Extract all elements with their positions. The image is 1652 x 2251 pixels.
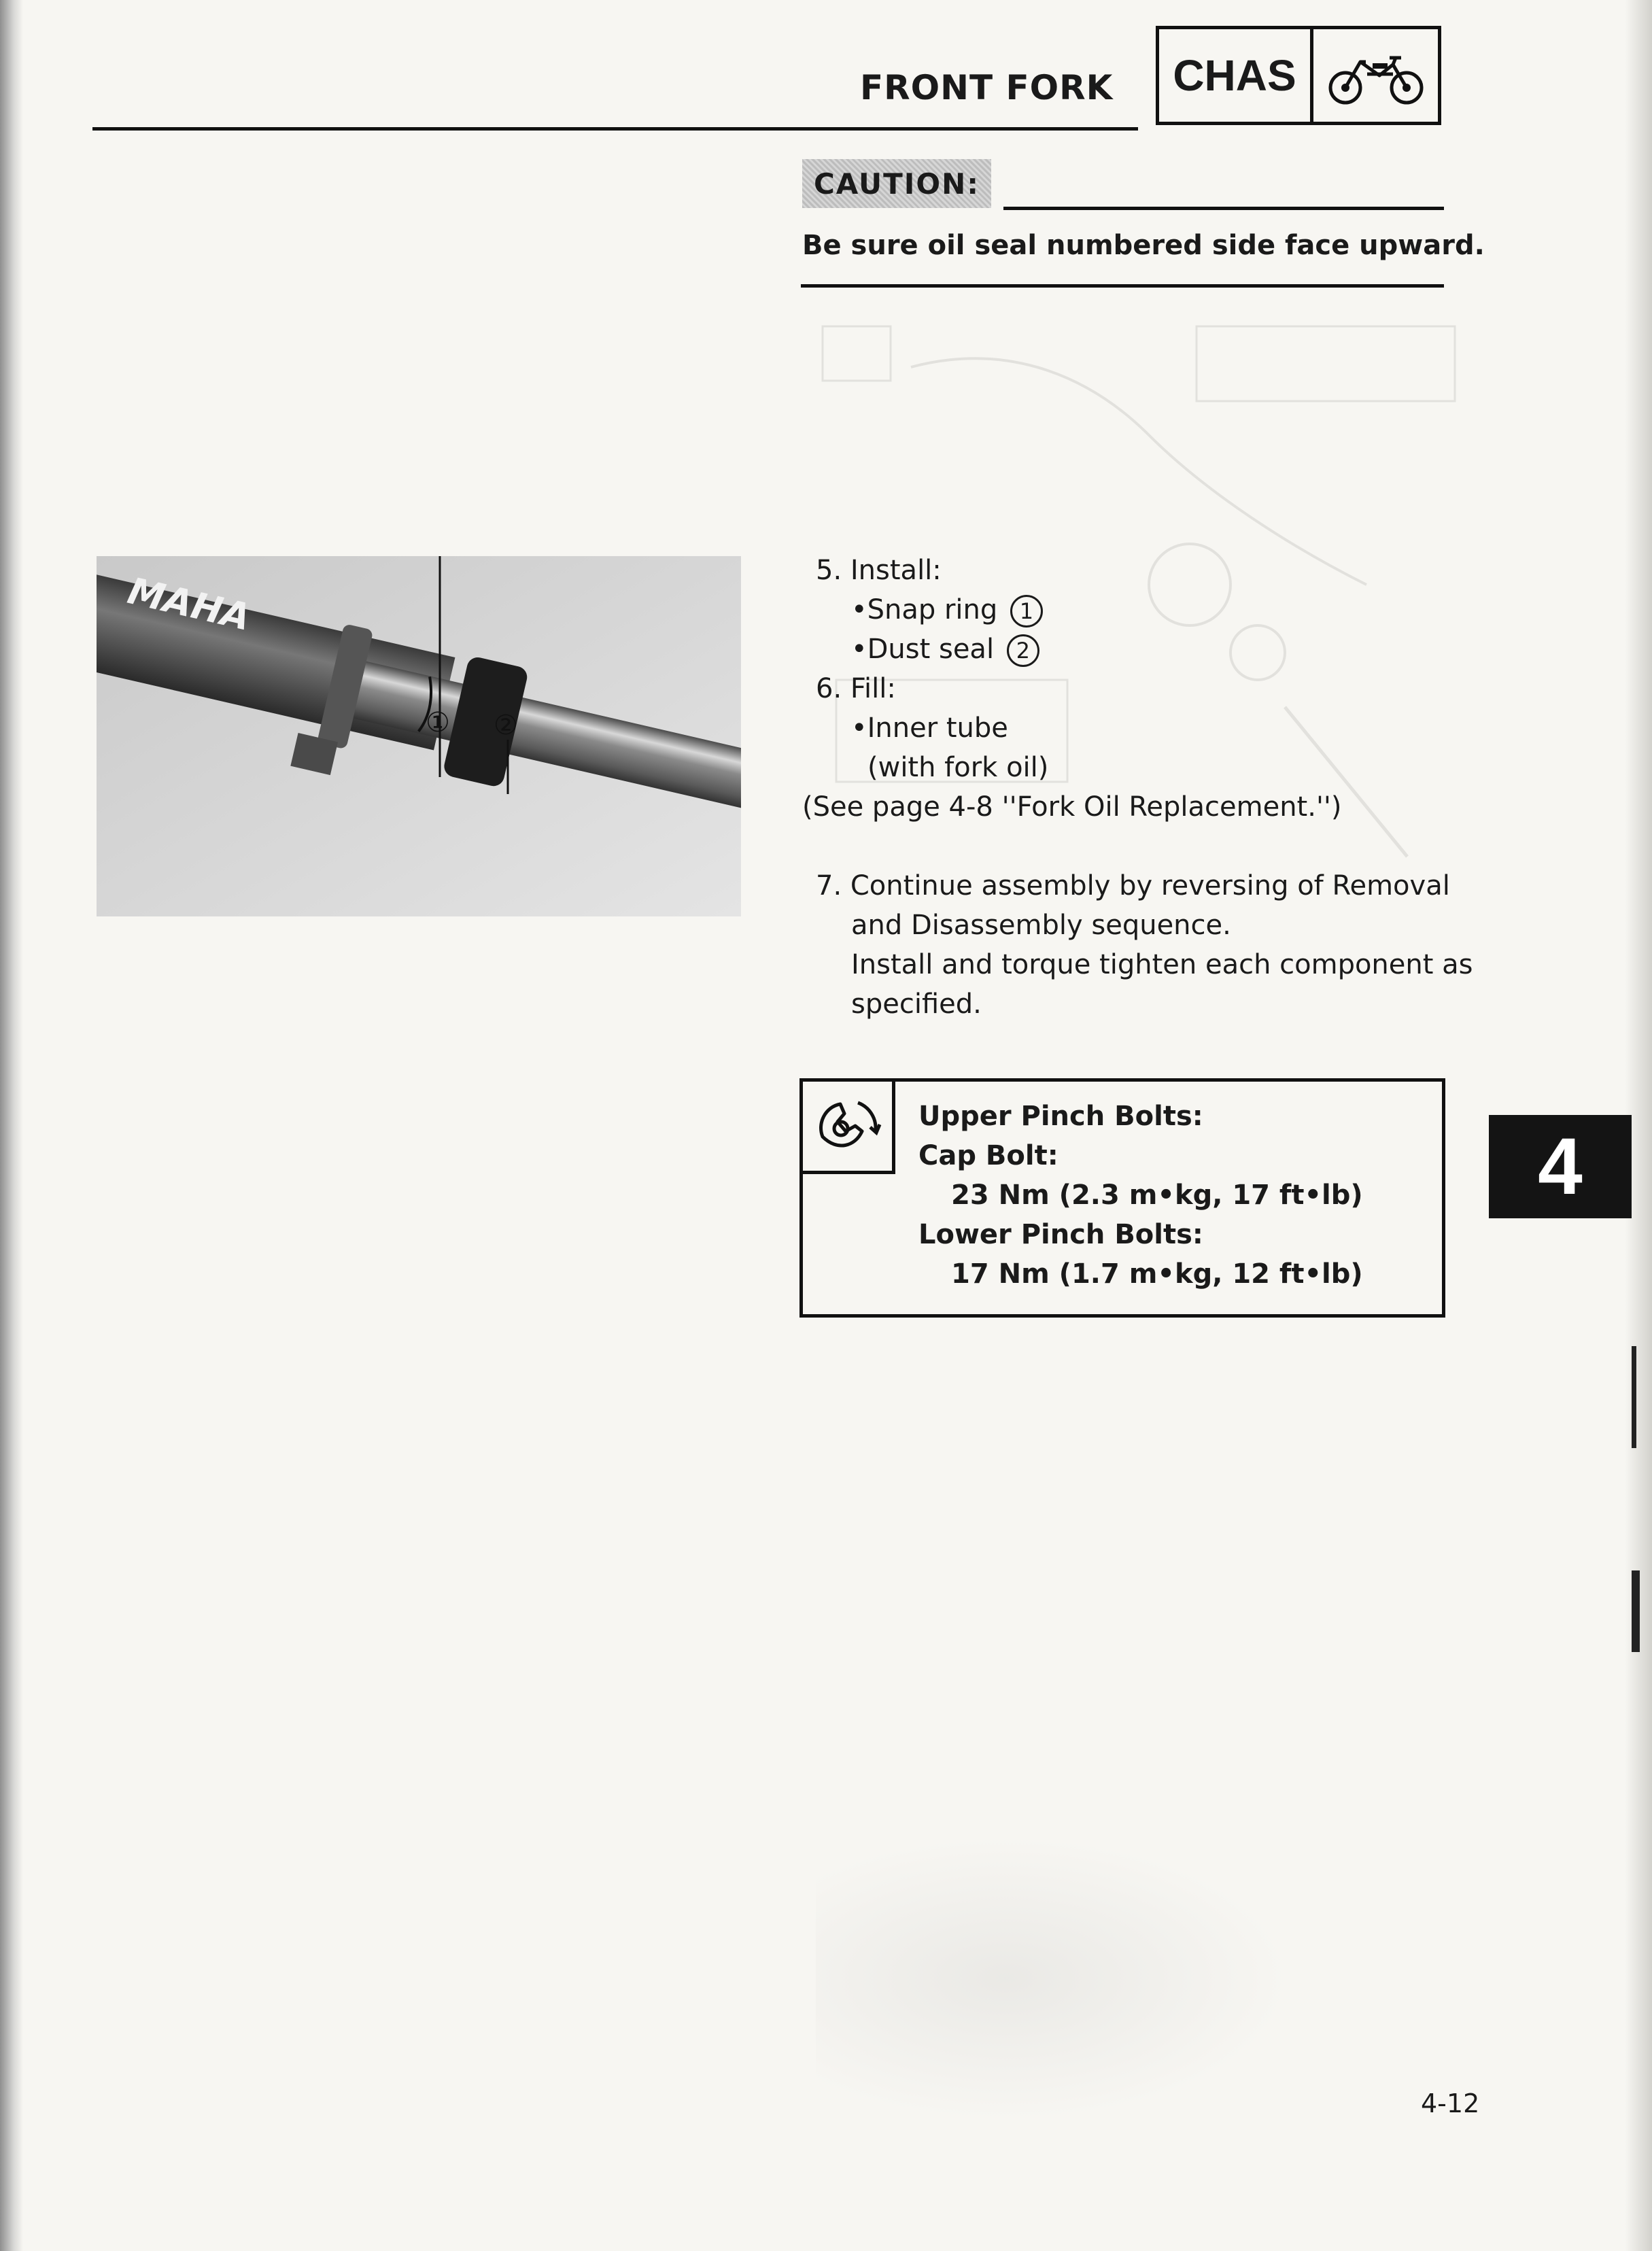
photo-callout-2: ② (494, 710, 518, 741)
step-5: 5. Install: (816, 555, 942, 586)
caution-rule-bottom (801, 284, 1444, 288)
step-6: 6. Fill: (816, 673, 896, 704)
torque-label-lower-pinch: Lower Pinch Bolts: (918, 1219, 1203, 1250)
torque-wrench-icon (803, 1082, 895, 1174)
caution-label: CAUTION: (802, 159, 991, 208)
assembly-steps (802, 551, 1473, 1024)
step-5-item-dust-seal (802, 630, 1455, 669)
edge-index-mark (1632, 1570, 1640, 1652)
torque-value-lower: 17 Nm (1.7 m•kg, 12 ft•lb) (951, 1258, 1363, 1290)
page-reference: (See page 4-8 ''Fork Oil Replacement.'') (802, 791, 1342, 823)
step-7-line-1: 7. Continue assembly by reversing of Removal (816, 870, 1450, 901)
step-7-line-4: specified. (851, 989, 982, 1020)
header-rule (92, 127, 1138, 131)
page-binding-shadow (0, 0, 23, 2251)
torque-label-upper-pinch: Upper Pinch Bolts: (918, 1101, 1203, 1132)
bleed-through-figure (816, 1836, 1292, 2121)
page-number: 4-12 (1421, 2089, 1480, 2118)
photo-callout-1: ① (426, 707, 450, 738)
caution-rule-top (1003, 207, 1444, 210)
page-title: FRONT FORK (860, 68, 1114, 107)
chapter-tab: 4 (1489, 1115, 1632, 1218)
step-6-note: (with fork oil) (867, 752, 1049, 783)
edge-index-mark (1632, 1346, 1636, 1448)
motorcycle-icon (1313, 29, 1438, 122)
fork-assembly-photo (97, 556, 741, 916)
torque-value-upper: 23 Nm (2.3 m•kg, 17 ft•lb) (951, 1180, 1363, 1211)
step-5b-text: •Dust seal (851, 634, 995, 665)
section-badge (1156, 26, 1441, 125)
torque-label-cap-bolt: Cap Bolt: (918, 1140, 1059, 1171)
step-7-line-2: and Disassembly sequence. (851, 910, 1231, 941)
torque-spec-box (799, 1078, 1445, 1318)
brand-text: MAHA (124, 569, 255, 639)
torque-spec-text (918, 1097, 1363, 1294)
step-5a-text: •Snap ring (851, 594, 998, 625)
callout-number-2: 2 (1007, 634, 1039, 667)
callout-number-1: 1 (1010, 595, 1043, 628)
section-code: CHAS (1159, 29, 1313, 122)
step-7-line-3: Install and torque tighten each component as (851, 949, 1473, 980)
caution-text: Be sure oil seal numbered side face upward. (802, 230, 1485, 261)
step-5-item-snap-ring (802, 590, 1455, 630)
step-6-item: •Inner tube (851, 712, 1008, 744)
